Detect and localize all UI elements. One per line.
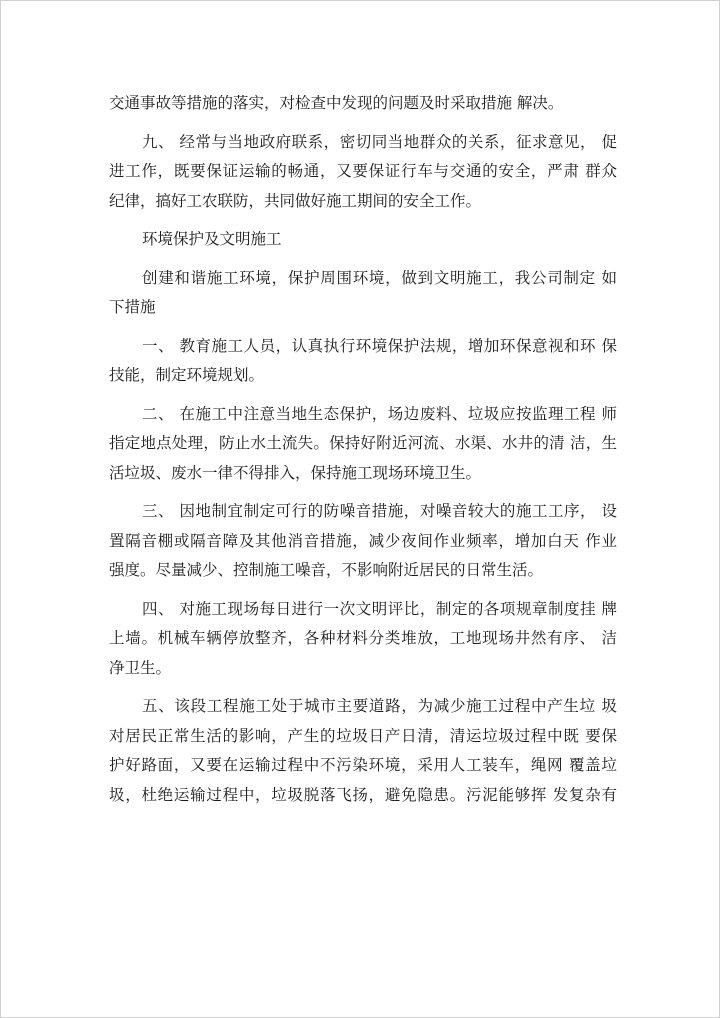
text-line: 五、该段工程施工处于城市主要道路，为减少施工过程中产生垃 圾 [142, 697, 617, 715]
text-line: 强度。尽量减少、控制施工噪音，不影响附近居民的日常生活。 [109, 561, 544, 579]
section-title: 环境保护及文明施工 [142, 230, 282, 248]
paragraph-measure-5 [109, 692, 617, 810]
text-line: 纪律，搞好工农联防，共同做好施工期间的安全工作。 [109, 191, 482, 210]
text-line: 交通事故等措施的落实，对检查中发现的问题及时采取措施 解决。 [109, 94, 564, 112]
text-line: 四、 对施工现场每日进行一次文明评比，制定的各项规章制度挂 牌 [142, 599, 617, 618]
text-line: 指定地点处理，防止水土流失。保持好附近河流、水渠、水井的清 洁，生 [109, 434, 617, 452]
text-line: 护好路面，又要在运输过程中不污染环境，采用人工装车，绳网 覆盖垃 [109, 756, 617, 774]
section-heading [109, 225, 617, 255]
text-line: 上墙。机械车辆停放整齐，各种材料分类堆放，工地现场井然有序、 洁 [109, 629, 617, 647]
text-line: 一、 教育施工人员，认真执行环境保护法规，增加环保意视和环 保 [142, 336, 617, 355]
text-line: 活垃圾、废水一律不得排入，保持施工现场环境卫生。 [109, 463, 482, 482]
text-line: 九、 经常与当地政府联系，密切同当地群众的关系，征求意见， 促 [142, 132, 617, 151]
text-line: 对居民正常生活的影响，产生的垃圾日产日清，清运垃圾过程中既 要保 [109, 726, 617, 745]
text-line: 净卫生。 [109, 658, 172, 677]
text-line: 创建和谐施工环境，保护周围环境，做到文明施工，我公司制定 如 [142, 268, 617, 287]
text-line: 技能，制定环境规划。 [109, 366, 265, 384]
paragraph-measure-4 [109, 595, 617, 684]
text-line: 置隔音棚或隔音障及其他消音措施，减少夜间作业频率，增加白天 作业 [109, 531, 617, 550]
text-line: 进工作，既要保证运输的畅通，又要保证行车与交通的安全，严肃 群众 [109, 162, 617, 180]
text-line: 下措施 [109, 298, 156, 316]
paragraph-measure-2 [109, 400, 617, 489]
paragraph-continuation [109, 89, 617, 119]
paragraph-measure-3 [109, 497, 617, 586]
paragraph-measure-1 [109, 332, 617, 391]
paragraph-intro [109, 264, 617, 323]
text-line: 三、 因地制宜制定可行的防噪音措施，对噪音较大的施工工序， 设 [142, 502, 617, 520]
text-line: 二、 在施工中注意当地生态保护，场边废料、垃圾应按监理工程 师 [142, 404, 617, 423]
text-line: 圾，杜绝运输过程中，垃圾脱落飞扬，避免隐患。污泥能够挥 发复杂有 [109, 785, 617, 804]
document-body [109, 89, 617, 810]
paragraph-item-9 [109, 128, 617, 217]
